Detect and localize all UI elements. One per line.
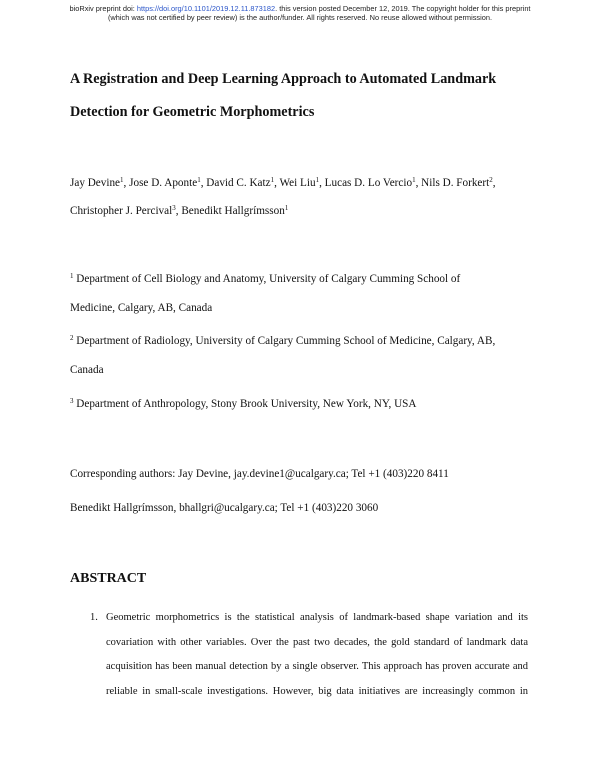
author-line-1: Jay Devine$^1$, Jose D. Aponte$^1$, David C. Katz$^1$, Wei Liu$^1$, Lucas D. Lo Vercio$^1$, Nils D. Forkert$^2$, — [70, 176, 496, 189]
author-line-2: Christopher J. Percival$^3$, Benedikt Hallgrímsson$^1$ — [70, 204, 289, 217]
abstract-item-number: 1. — [90, 612, 98, 623]
affiliation-1-line-2: Medicine, Calgary, AB, Canada — [70, 302, 213, 314]
affiliation-number: 3 — [70, 397, 74, 405]
author-name: Jay Devine — [70, 177, 121, 189]
author-name: Lucas D. Lo Vercio — [324, 177, 413, 189]
author-name: Nils D. Forkert — [421, 177, 490, 189]
paper-title-line-1: A Registration and Deep Learning Approach to Automated Landmark — [70, 71, 497, 87]
abstract-line-1: Geometric morphometrics is the statistical analysis of landmark-based shape variation and its — [106, 612, 528, 623]
author-name: Benedikt Hallgrímsson — [181, 205, 285, 217]
paper-title-line-2: Detection for Geometric Morphometrics — [70, 104, 315, 120]
author-affiliation-mark: 3 — [172, 204, 176, 212]
doi-link[interactable]: https://doi.org/10.1101/2019.12.11.873182 — [136, 4, 276, 13]
affiliation-2-line-2: Canada — [70, 364, 104, 376]
author-affiliation-mark: 1 — [315, 176, 320, 184]
abstract-line-4: reliable in small-scale investigations. However, big data initiatives are increasingly common in — [106, 686, 528, 697]
author-affiliation-mark: 1 — [284, 204, 289, 212]
correspondence-line-2: Benedikt Hallgrímsson, bhallgri@ucalgary.ca; Tel +1 (403)220 3060 — [70, 502, 379, 514]
author-affiliation-mark: 1 — [197, 176, 201, 184]
author-affiliation-mark: 2 — [489, 176, 493, 184]
affiliation-1-line-1: $^1$ Department of Cell Biology and Anatomy, University of Calgary Cumming School of — [70, 272, 461, 285]
author-affiliation-mark: 1 — [120, 176, 124, 184]
abstract-heading: ABSTRACT — [70, 571, 147, 586]
affiliation-2-line-1: $^2$ Department of Radiology, University of Calgary Cumming School of Medicine, Calgary, AB, — [70, 334, 496, 347]
author-name: Jose D. Aponte — [129, 177, 198, 189]
banner-line-2: (which was not certified by peer review) is the author/funder. All rights reserved. No reuse allowed without permission. — [107, 13, 493, 22]
author-name: Christopher J. Percival — [70, 205, 173, 217]
correspondence-line-1: Corresponding authors: Jay Devine, jay.devine1@ucalgary.ca; Tel +1 (403)220 8411 — [70, 468, 449, 480]
affiliation-number: 2 — [70, 334, 74, 342]
author-name: David C. Katz — [206, 177, 271, 189]
author-name: Wei Liu — [279, 177, 316, 189]
abstract-line-2: covariation with other variables. Over the past two decades, the gold standard of landmark data — [106, 637, 528, 648]
author-affiliation-mark: 1 — [412, 176, 416, 184]
affiliation-3-line-1: $^3$ Department of Anthropology, Stony Brook University, New York, NY, USA — [70, 397, 417, 410]
affiliation-number: 1 — [70, 272, 74, 280]
author-affiliation-mark: 1 — [270, 176, 275, 184]
preprint-banner — [0, 4, 600, 22]
banner-line-1: bioRxiv preprint doi: https://doi.org/10.1101/2019.12.11.873182. this version posted December 12, 2019. The copyright holder for this preprint — [69, 4, 531, 13]
abstract-line-3: acquisition has been manual detection by a single observer. This approach has proven accurate and — [106, 661, 528, 672]
